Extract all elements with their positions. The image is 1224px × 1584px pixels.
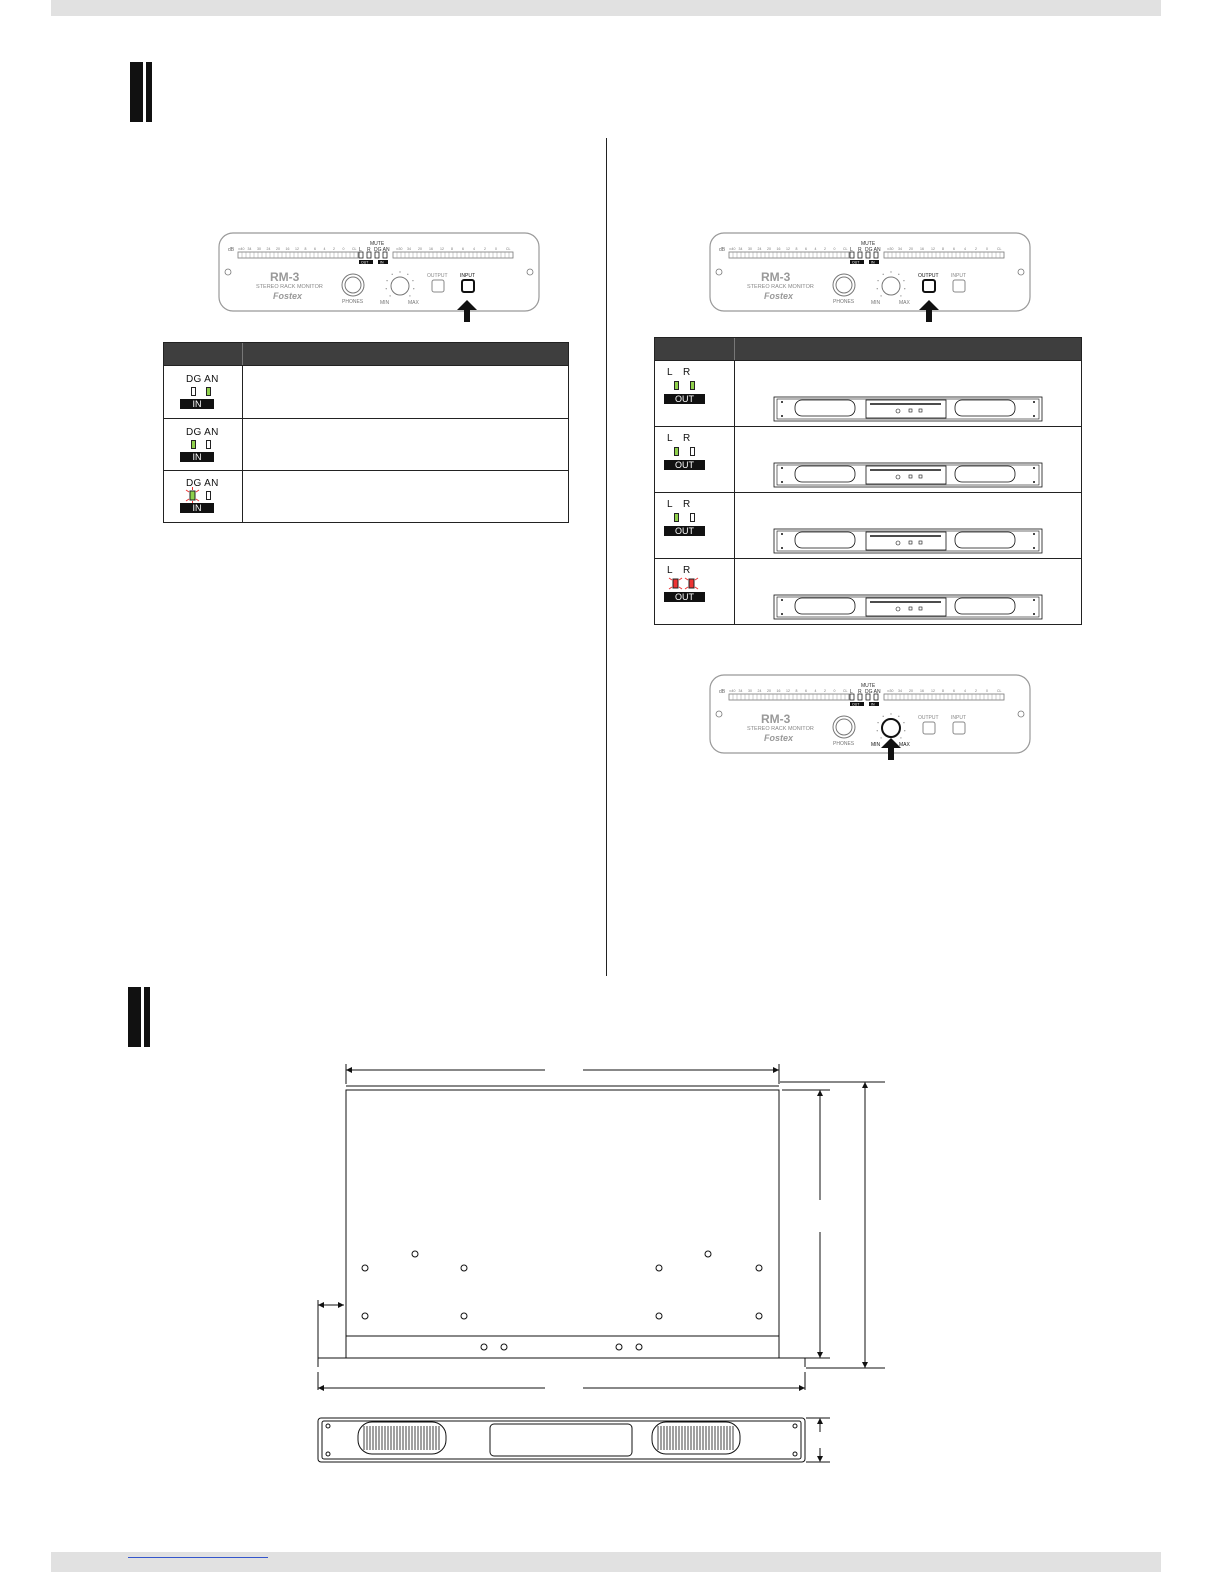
- svg-text:R: R: [858, 247, 862, 253]
- blinking-led-icon: [684, 575, 700, 593]
- scale-label: ∞40: [238, 247, 245, 251]
- scale-label: 20: [909, 689, 913, 693]
- scale-label: 24: [757, 689, 762, 693]
- scale-label: 12: [931, 689, 935, 693]
- scale-label: 6: [953, 689, 955, 693]
- svg-text:Fostex: Fostex: [764, 291, 794, 301]
- front-panel-input-diagram: [218, 232, 540, 317]
- l-label: L: [667, 367, 673, 378]
- scale-label: 0: [833, 247, 836, 251]
- table-row: [655, 492, 1081, 558]
- footer-link[interactable]: [128, 1556, 268, 1558]
- l-label: L: [667, 565, 673, 576]
- scale-label: 34: [898, 247, 902, 251]
- dg-an-label: DG AN: [186, 427, 219, 438]
- table-header: [164, 343, 568, 365]
- scale-label: 2: [824, 689, 826, 693]
- rack-unit-icon: [773, 396, 1043, 422]
- table-row: [655, 426, 1081, 492]
- front-panel-output-diagram: [709, 232, 1031, 317]
- svg-text:INPUT: INPUT: [951, 715, 966, 721]
- svg-text:L: L: [850, 247, 853, 253]
- scale-label: ∞30: [887, 247, 894, 251]
- scale-label: 30: [748, 247, 752, 251]
- scale-label: 6: [314, 247, 316, 251]
- scale-label: 20: [767, 247, 771, 251]
- arrow-up-icon: [879, 738, 903, 760]
- out-tag: OUT: [664, 394, 705, 404]
- r-led: [690, 381, 695, 390]
- svg-text:MUTE: MUTE: [861, 683, 876, 689]
- page-bottom-bar: [51, 1552, 1161, 1572]
- rack-unit-icon: [773, 462, 1043, 488]
- scale-label: 0: [833, 689, 836, 693]
- scale-label: 16: [920, 247, 924, 251]
- svg-text:OUTPUT: OUTPUT: [918, 273, 939, 279]
- svg-text:OUTPUT: OUTPUT: [427, 273, 448, 279]
- column-divider: [606, 138, 607, 976]
- rack-unit-icon: [773, 528, 1043, 554]
- scale-label: 24: [266, 247, 271, 251]
- blinking-led-icon: [668, 575, 684, 593]
- input-indicator-table: [163, 342, 569, 523]
- out-tag: OUT: [664, 592, 705, 602]
- svg-text:MIN: MIN: [871, 742, 881, 748]
- scale-label: 16: [429, 247, 433, 251]
- scale-label: 20: [767, 689, 771, 693]
- scale-label: CL: [843, 689, 848, 693]
- svg-text:R: R: [367, 247, 371, 253]
- scale-label: ∞30: [396, 247, 403, 251]
- svg-text:IN: IN: [871, 260, 875, 265]
- svg-text:OUT: OUT: [852, 702, 860, 707]
- scale-label: 6: [462, 247, 464, 251]
- r-label: R: [683, 565, 691, 576]
- scale-label: 20: [418, 247, 422, 251]
- scale-label: 4: [964, 689, 966, 693]
- svg-text:RM-3: RM-3: [761, 712, 791, 726]
- scale-label: 24: [757, 247, 762, 251]
- scale-label: 0: [986, 247, 988, 251]
- l-led: [674, 381, 679, 390]
- scale-label: ∞40: [729, 689, 736, 693]
- in-tag: IN: [180, 452, 214, 462]
- scale-label: 34: [247, 247, 252, 251]
- dg-an-label: DG AN: [186, 374, 219, 385]
- scale-label: 20: [276, 247, 280, 251]
- scale-label: 0: [495, 247, 497, 251]
- scale-label: 34: [407, 247, 411, 251]
- scale-label: 6: [805, 247, 807, 251]
- arrow-up-icon: [455, 300, 479, 322]
- table-row: [164, 365, 568, 418]
- r-led: [690, 513, 695, 522]
- scale-label: 20: [909, 247, 913, 251]
- svg-text:OUTPUT: OUTPUT: [918, 715, 939, 721]
- scale-label: 8: [304, 247, 307, 251]
- svg-text:PHONES: PHONES: [342, 299, 364, 305]
- scale-label: 2: [824, 247, 826, 251]
- scale-label: CL: [997, 247, 1002, 251]
- dg-an-label: DG AN: [186, 478, 219, 489]
- svg-text:Fostex: Fostex: [273, 291, 303, 301]
- scale-label: CL: [506, 247, 511, 251]
- scale-label: 16: [776, 689, 781, 693]
- svg-text:DG AN: DG AN: [865, 689, 881, 695]
- scale-label: 6: [805, 689, 807, 693]
- svg-text:DG AN: DG AN: [865, 247, 881, 253]
- an-led: [206, 387, 211, 396]
- scale-label: 34: [898, 689, 902, 693]
- scale-label: 0: [342, 247, 345, 251]
- svg-text:MIN: MIN: [871, 300, 881, 306]
- svg-text:dB: dB: [228, 247, 235, 253]
- scale-label: 12: [786, 247, 790, 251]
- scale-label: 4: [814, 247, 817, 251]
- svg-text:MAX: MAX: [899, 300, 910, 306]
- svg-text:PHONES: PHONES: [833, 741, 855, 747]
- scale-label: 8: [795, 689, 798, 693]
- svg-text:MUTE: MUTE: [370, 241, 385, 247]
- r-label: R: [683, 499, 691, 510]
- scale-label: 2: [484, 247, 486, 251]
- dg-led: [191, 387, 196, 396]
- an-led: [206, 491, 211, 500]
- svg-text:dB: dB: [719, 247, 726, 253]
- table-row: [655, 558, 1081, 625]
- l-led: [674, 513, 679, 522]
- scale-label: 8: [942, 689, 944, 693]
- scale-label: 4: [323, 247, 326, 251]
- out-tag: OUT: [664, 526, 705, 536]
- svg-text:R: R: [858, 689, 862, 695]
- svg-text:PHONES: PHONES: [833, 299, 855, 305]
- scale-label: 4: [964, 247, 966, 251]
- scale-label: 16: [920, 689, 924, 693]
- rack-unit-icon: [773, 594, 1043, 620]
- svg-text:L: L: [850, 689, 853, 695]
- r-label: R: [683, 433, 691, 444]
- svg-text:INPUT: INPUT: [951, 273, 966, 279]
- scale-label: 4: [473, 247, 475, 251]
- svg-text:MAX: MAX: [899, 742, 910, 748]
- front-panel-volume-diagram: [709, 674, 1031, 759]
- scale-label: 12: [440, 247, 444, 251]
- scale-label: 16: [285, 247, 290, 251]
- scale-label: ∞40: [729, 247, 736, 251]
- svg-text:MIN: MIN: [380, 300, 390, 306]
- r-led: [690, 447, 695, 456]
- scale-label: ∞30: [887, 689, 894, 693]
- scale-label: 2: [975, 689, 977, 693]
- scale-label: CL: [352, 247, 357, 251]
- scale-label: CL: [997, 689, 1002, 693]
- scale-label: 8: [451, 247, 453, 251]
- svg-text:INPUT: INPUT: [460, 273, 475, 279]
- scale-label: CL: [843, 247, 848, 251]
- table-header: [655, 338, 1081, 360]
- section-marker-operation: [130, 62, 152, 122]
- scale-label: 30: [257, 247, 261, 251]
- in-tag: IN: [180, 503, 214, 513]
- scale-label: 30: [748, 689, 752, 693]
- in-tag: IN: [180, 399, 214, 409]
- scale-label: 8: [795, 247, 798, 251]
- r-label: R: [683, 367, 691, 378]
- svg-text:RM-3: RM-3: [270, 270, 300, 284]
- svg-text:MAX: MAX: [408, 300, 419, 306]
- scale-label: 12: [295, 247, 299, 251]
- svg-text:RM-3: RM-3: [761, 270, 791, 284]
- scale-label: 6: [953, 247, 955, 251]
- scale-label: 12: [931, 247, 935, 251]
- dimensions-drawing: [300, 1060, 900, 1470]
- svg-text:STEREO RACK MONITOR: STEREO RACK MONITOR: [747, 726, 814, 732]
- svg-text:STEREO RACK MONITOR: STEREO RACK MONITOR: [747, 284, 814, 290]
- table-row: [164, 418, 568, 470]
- section-marker-dimensions: [128, 987, 150, 1047]
- svg-text:IN: IN: [380, 260, 384, 265]
- out-tag: OUT: [664, 460, 705, 470]
- l-label: L: [667, 433, 673, 444]
- svg-text:STEREO RACK MONITOR: STEREO RACK MONITOR: [256, 284, 323, 290]
- scale-label: 4: [814, 689, 817, 693]
- svg-text:DG AN: DG AN: [374, 247, 390, 253]
- svg-text:Fostex: Fostex: [764, 733, 794, 743]
- scale-label: 8: [942, 247, 944, 251]
- arrow-up-icon: [917, 300, 941, 322]
- l-label: L: [667, 499, 673, 510]
- scale-label: 0: [986, 689, 988, 693]
- svg-text:OUT: OUT: [361, 260, 369, 265]
- svg-text:dB: dB: [719, 689, 726, 695]
- scale-label: 34: [738, 689, 743, 693]
- scale-label: 16: [776, 247, 781, 251]
- scale-label: 2: [975, 247, 977, 251]
- output-indicator-table: [654, 337, 1082, 625]
- l-led: [674, 447, 679, 456]
- svg-text:OUT: OUT: [852, 260, 860, 265]
- scale-label: 12: [786, 689, 790, 693]
- svg-text:L: L: [359, 247, 362, 253]
- dg-led: [191, 440, 196, 449]
- table-row: [655, 360, 1081, 426]
- svg-text:MUTE: MUTE: [861, 241, 876, 247]
- scale-label: 34: [738, 247, 743, 251]
- scale-label: 2: [333, 247, 335, 251]
- svg-text:IN: IN: [871, 702, 875, 707]
- an-led: [206, 440, 211, 449]
- table-row: [164, 470, 568, 523]
- page-top-bar: [51, 0, 1161, 16]
